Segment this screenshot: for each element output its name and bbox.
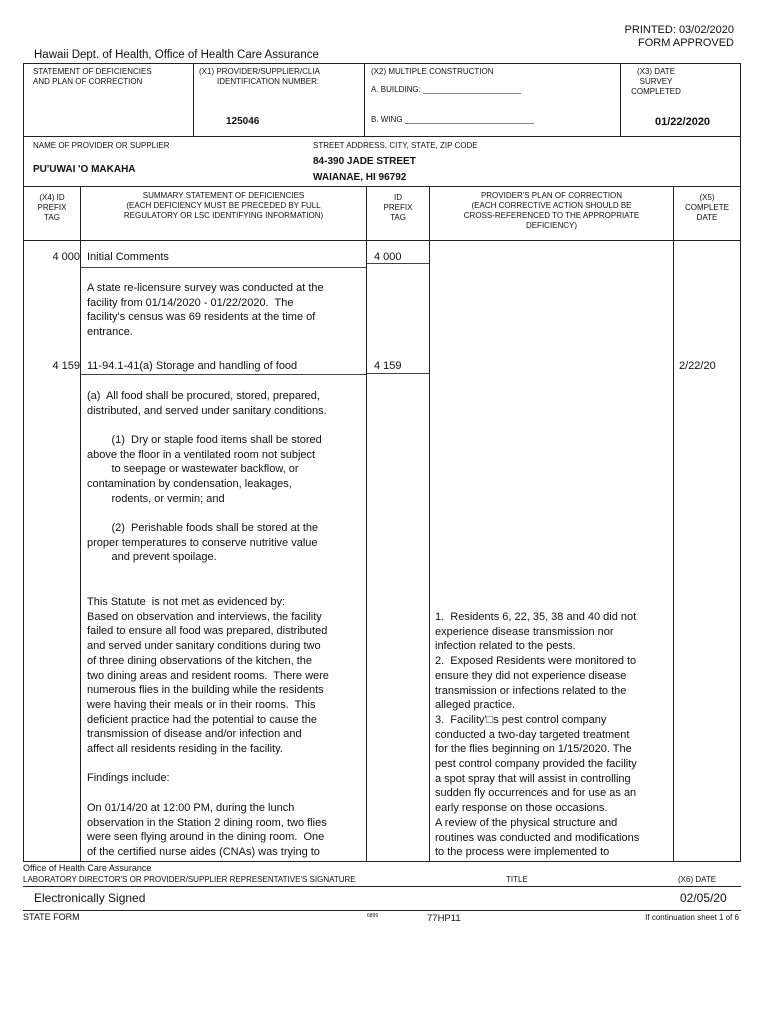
building-label: A. BUILDING: ______________________ bbox=[371, 85, 521, 94]
printed-date: PRINTED: 03/02/2020 bbox=[624, 24, 734, 36]
summary-paragraph: Findings include: bbox=[87, 772, 170, 784]
x6-date-label: (X6) DATE bbox=[678, 875, 717, 884]
col-x4-prefix-tag: (X4) ID PREFIX TAG bbox=[37, 193, 67, 222]
form-number: 6899 bbox=[367, 913, 379, 919]
row-id-tag-4159: 4 159 bbox=[374, 360, 402, 372]
address-line-2: WAIANAE, HI 96792 bbox=[313, 172, 407, 183]
row-title-initial-comments: Initial Comments bbox=[87, 251, 169, 263]
row-complete-date: 2/22/20 bbox=[679, 360, 716, 372]
col-complete-date: (X5) COMPLETE DATE bbox=[684, 193, 729, 222]
col-id-prefix-tag: ID PREFIX TAG bbox=[383, 193, 413, 222]
row-id-tag-4000: 4 000 bbox=[374, 251, 402, 263]
form-approved: FORM APPROVED bbox=[638, 37, 734, 49]
summary-paragraph: (1) Dry or staple food items shall be stored above the floor in a ventilated room not subject to seepage or wastewater backflow, or contamination by condensation, leakages, rodents, or vermin; and bbox=[87, 434, 322, 505]
provider-name: PU'UWAI 'O MAKAHA bbox=[33, 164, 136, 175]
statement-label: STATEMENT OF DEFICIENCIES AND PLAN OF CORRECTION bbox=[33, 67, 152, 86]
summary-paragraph: On 01/14/20 at 12:00 PM, during the lunch observation in the Station 2 dining room, two flies were seen flying around in the dining room. One of the certified nurse aides (CNAs) was trying to bbox=[87, 802, 327, 859]
summary-paragraph: (2) Perishable foods shall be stored at the proper temperatures to conserve nutritive value and prevent spoilage. bbox=[87, 522, 319, 564]
agency-title: Hawaii Dept. of Health, Office of Health Care Assurance bbox=[34, 49, 319, 61]
row-tag-4000: 4 000 bbox=[52, 251, 80, 263]
address-line-1: 84-390 JADE STREET bbox=[313, 156, 416, 167]
row-tag-4159: 4 159 bbox=[52, 360, 80, 372]
event-id: 77HP11 bbox=[427, 913, 461, 924]
col-summary-statement: SUMMARY STATEMENT OF DEFICIENCIES (EACH DEFICIENCY MUST BE PRECEDED BY FULL REGULATORY OR LSC IDENTIFYING INFORMATION) bbox=[123, 191, 324, 220]
summary-paragraph: (a) All food shall be procured, stored, prepared, distributed, and served under sanitary conditions. bbox=[87, 390, 327, 417]
signature-label: LABORATORY DIRECTOR'S OR PROVIDER/SUPPLIER REPRESENTATIVE'S SIGNATURE bbox=[23, 875, 356, 884]
summary-paragraph: A state re-licensure survey was conducted at the facility from 01/14/2020 - 01/22/2020. The facility's census was 69 residents at the time of entrance. bbox=[87, 282, 324, 339]
continuation-sheet: If continuation sheet 1 of 6 bbox=[645, 913, 739, 922]
signature-date: 02/05/20 bbox=[680, 891, 727, 905]
provider-name-label: NAME OF PROVIDER OR SUPPLIER bbox=[33, 141, 170, 150]
col-plan-of-correction: PROVIDER'S PLAN OF CORRECTION (EACH CORRECTIVE ACTION SHOULD BE CROSS-REFERENCED TO THE APPROPRIATE DEFICIENCY) bbox=[463, 191, 640, 230]
title-label: TITLE bbox=[506, 875, 528, 884]
address-label: STREET ADDRESS, CITY, STATE, ZIP CODE bbox=[313, 141, 478, 150]
plan-of-correction-text: 1. Residents 6, 22, 35, 38 and 40 did not experience disease transmission nor infection related to the pests. 2. Exposed Residents were monitored to ensure they did not experience disease transmission or infections related to the alleged practice. 3. Facility'□s pest control company conducted a two-day targeted treatment for the flies beginning on 1/15/2020. The pest control company provided the facility a spot spray that will assist in controlling sudden fly occurrences and for use as an early response on those occasions. A review of the physical structure and routines was conducted and modifications to the process were implemented to bbox=[435, 611, 640, 859]
state-form-label: STATE FORM bbox=[23, 912, 80, 922]
footer-office: Office of Health Care Assurance bbox=[23, 863, 152, 873]
survey-completed-date: 01/22/2020 bbox=[655, 116, 711, 128]
x2-label: (X2) MULTIPLE CONSTRUCTION bbox=[371, 67, 494, 76]
summary-paragraph: This Statute is not met as evidenced by: Based on observation and interviews, the facility failed to ensure all food was prepared, distributed and served under sanitary conditions during two of three dining observations of the kitchen, the two dining areas and resident rooms. There were numerous flies in the building while the residents were having their meals or in their rooms. This deficient practice had the potential to cause the transmission of disease and/or infection and affect all residents residing in the facility. bbox=[87, 596, 329, 756]
wing-label: B. WING _____________________________ bbox=[371, 115, 534, 124]
electronic-signature: Electronically Signed bbox=[34, 891, 146, 905]
x1-label: (X1) PROVIDER/SUPPLIER/CLIA IDENTIFICATION NUMBER: bbox=[199, 67, 320, 86]
row-title-food-storage: 11-94.1-41(a) Storage and handling of food bbox=[87, 360, 298, 372]
x3-label: (X3) DATE SURVEY COMPLETED bbox=[631, 67, 681, 96]
provider-id-value: 125046 bbox=[226, 116, 260, 127]
